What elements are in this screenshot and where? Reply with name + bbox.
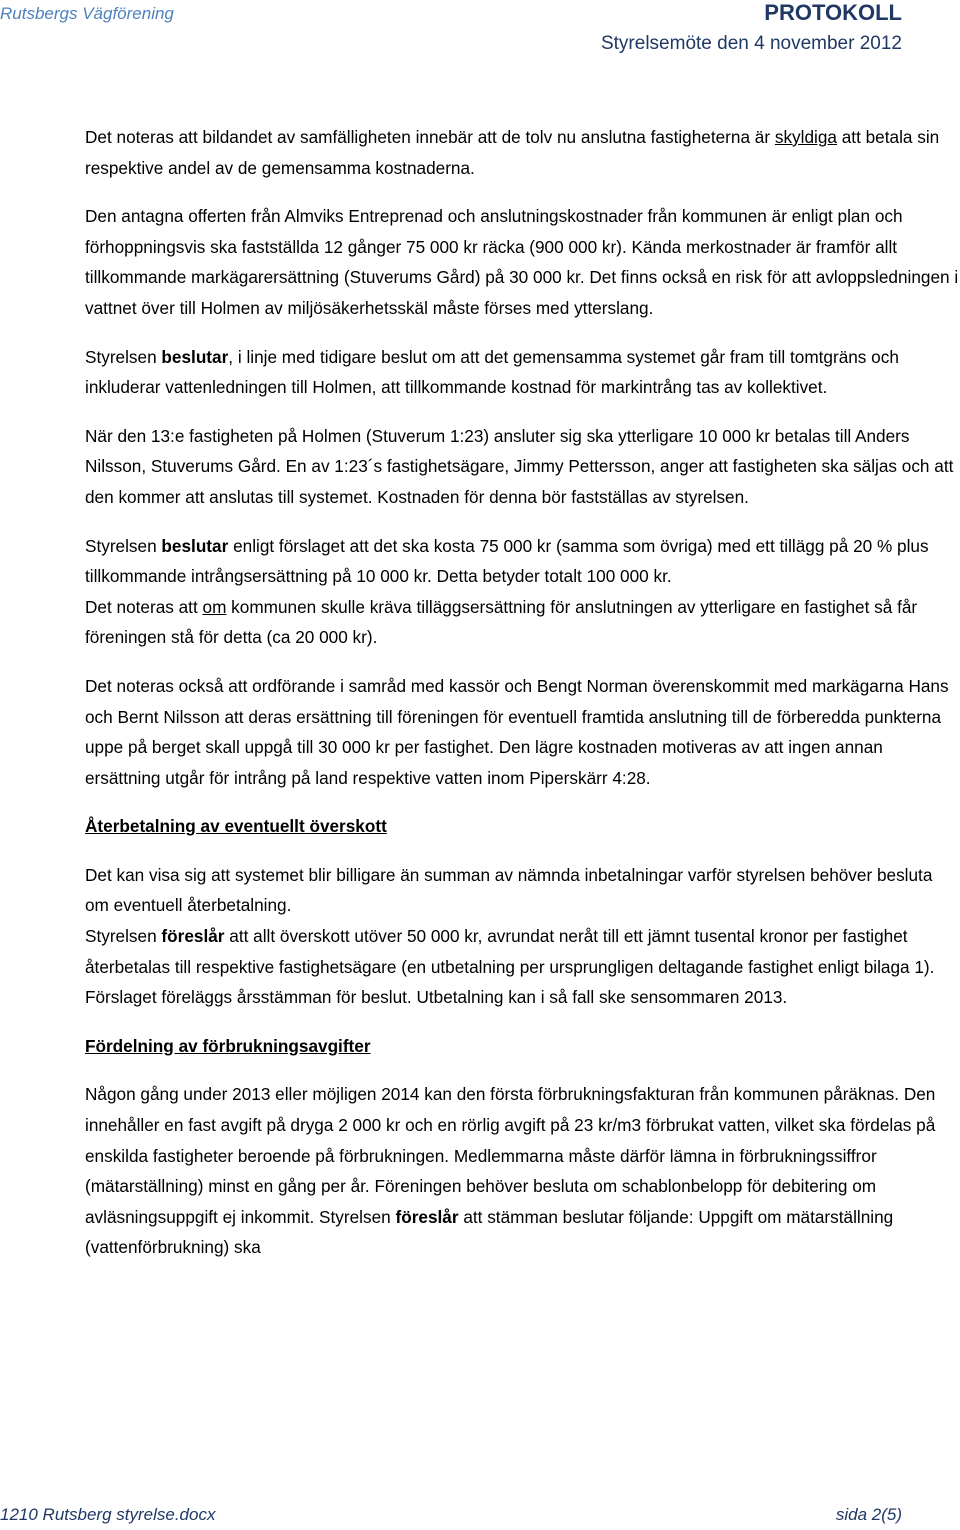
meeting-date: Styrelsemöte den 4 november 2012 <box>600 33 902 54</box>
paragraph-refund-proposal: Styrelsen föreslår att allt överskott utöver 50 000 kr, avrundat neråt till ett jämnt tusental kronor per fastighet återbetalas till respektive fastighetsägare (en utbetalning per ursprungligen deltagande fastighet enligt bilaga 1). Förslaget föreläggs årsstämman för beslut. Utbetalning kan i så fall ske sensommaren 2013. <box>85 926 935 1008</box>
paragraph-obligation: Det noteras att bildandet av samfälligheten innebär att de tolv nu anslutna fastigheterna är skyldiga att betala sin respektive andel av de gemensamma kostnaderna. <box>85 127 940 178</box>
paragraph-refund-intro: Det kan visa sig att systemet blir billigare än summan av nämnda inbetalningar varför styrelsen behöver besluta om eventuell återbetalning. <box>85 864 933 916</box>
underlined-word: skyldiga <box>774 127 837 147</box>
paragraph-note: Det noteras att om kommunen skulle kräva tilläggsersättning för anslutningen av ytterligare en fastighet så får föreningen stå för detta (ca 20 000 kr). <box>85 596 918 648</box>
footer-filename: 1210 Rutsberg styrelse.docx <box>0 1505 216 1524</box>
organization-name: Rutsbergs Vägförening <box>0 4 174 23</box>
document-body <box>85 122 960 1263</box>
paragraph-decision-1: Styrelsen beslutar, i linje med tidigare beslut om att det gemensamma systemet går fram till tomtgräns och inkluderar vattenledningen till Holmen, att tillkommande kostnad för markintrång tas av kollektivet. <box>85 346 899 398</box>
paragraph-decision-2: Styrelsen beslutar enligt förslaget att det ska kosta 75 000 kr (samma som övriga) med ett tillägg på 20 % plus tillkommande intrångsersättning på 10 000 kr. Detta betyder totalt 100 000 kr. <box>85 535 929 587</box>
section-heading-fees: Fördelning av förbrukningsavgifter <box>85 1035 371 1056</box>
paragraph-holmen: När den 13:e fastigheten på Holmen (Stuverum 1:23) ansluter sig ska ytterligare 10 000 kr betalas till Anders Nilsson, Stuverums Gård. En av 1:23´s fastighetsägare, Jimmy Pettersson, anger att fastigheten ska säljas och att den kommer att anslutas till systemet. Kostnaden för denna bör fastställas av styrelsen. <box>85 425 954 507</box>
paragraph-offer: Den antagna offerten från Almviks Entreprenad och anslutningskostnader från kommunen är enligt plan och förhoppningsvis ska fastställda 12 gånger 75 000 kr räcka (900 000 kr). Kända merkostnader är framför allt tillkommande markägarersättning (Stuverums Gård) på 30 000 kr. Det finns också en risk för att avloppsledningen i vattnet över till Holmen av miljösäkerhetsskäl måste förses med ytterslang. <box>85 206 959 318</box>
paragraph-landowners: Det noteras också att ordförande i samråd med kassör och Bengt Norman överenskommit med markägarna Hans och Bernt Nilsson att deras ersättning till föreningen för eventuell framtida anslutning till de förberedda punkterna uppe på berget skall uppgå till 30 000 kr per fastighet. Den lägre kostnaden motiveras av att ingen annan ersättning utgår för intrång på land respektive vatten inom Piperskärr 4:28. <box>85 675 949 788</box>
footer-page-number: sida 2(5) <box>835 1505 902 1524</box>
section-heading-refund: Återbetalning av eventuellt överskott <box>85 816 387 837</box>
document-title: PROTOKOLL <box>764 0 902 25</box>
paragraph-fees: Någon gång under 2013 eller möjligen 2014 kan den första förbrukningsfakturan från kommunen påräknas. Den innehåller en fast avgift på dryga 2 000 kr och en rörlig avgift på 23 kr/m3 förbrukat vatten, vilket ska fördelas på enskilda fastigheter beroende på förbrukningen. Medlemmarna måste därför lämna in förbrukningssiffror (mätarställning) minst en gång per år. Föreningen behöver besluta om schablonbelopp för debitering om avläsningsuppgift ej inkommit. Styrelsen föreslår att stämman beslutar följande: Uppgift om mätarställning (vattenförbrukning) ska <box>85 1084 936 1258</box>
